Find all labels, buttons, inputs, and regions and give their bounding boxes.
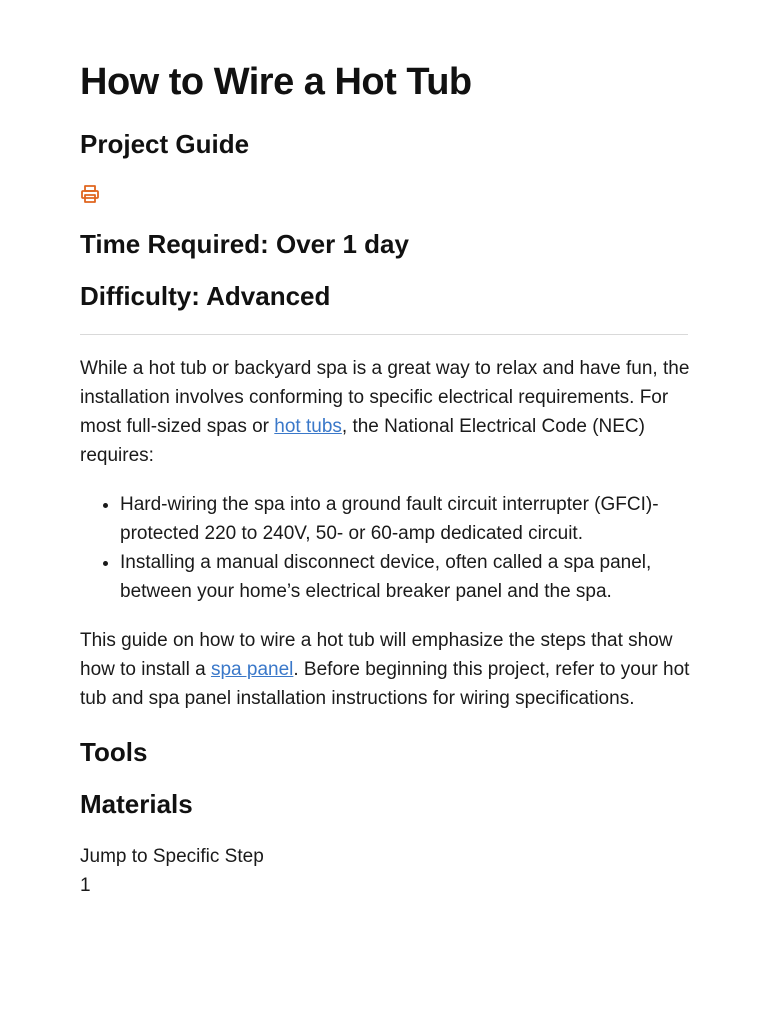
section-divider bbox=[80, 334, 688, 335]
tools-heading: Tools bbox=[80, 737, 148, 767]
list-item: • Installing a manual disconnect device, often called a spa panel, between your home’s electrical breaker panel and the spa. bbox=[120, 548, 692, 606]
spa-panel-link[interactable]: spa panel bbox=[210, 659, 294, 680]
hot-tubs-link[interactable]: hot tubs bbox=[274, 416, 342, 437]
print-button[interactable] bbox=[78, 182, 102, 206]
guide-text-end: . Before beginning this project, refer to your hot tub and spa panel installation instructions for wiring specifications. bbox=[80, 659, 690, 709]
printer-icon bbox=[80, 184, 100, 204]
list-item: • Hard-wiring the spa into a ground fault circuit interrupter (GFCI)-protected 220 to 240V, 50- or 60-amp dedicated circuit. bbox=[120, 490, 692, 548]
time-required: Time Required: Over 1 day bbox=[80, 229, 409, 259]
guide-paragraph bbox=[80, 626, 692, 713]
guide-text-start: This guide on how to wire a hot tub will emphasize the steps that show how to install a bbox=[80, 630, 673, 680]
intro-paragraph bbox=[80, 354, 692, 470]
requirements-list bbox=[80, 490, 692, 606]
materials-heading: Materials bbox=[80, 789, 193, 819]
difficulty: Difficulty: Advanced bbox=[80, 281, 331, 311]
page-title: How to Wire a Hot Tub bbox=[80, 61, 472, 103]
project-guide-subtitle: Project Guide bbox=[80, 129, 250, 159]
jump-to-step-label: Jump to Specific Step bbox=[80, 846, 264, 867]
jump-step-number[interactable]: 1 bbox=[80, 875, 91, 896]
intro-text-start: While a hot tub or backyard spa is a great way to relax and have fun, the installation involves conforming to specific electrical requirements. For most full-sized spas or bbox=[80, 358, 690, 437]
intro-text-end: , the National Electrical Code (NEC) requires: bbox=[80, 416, 645, 466]
